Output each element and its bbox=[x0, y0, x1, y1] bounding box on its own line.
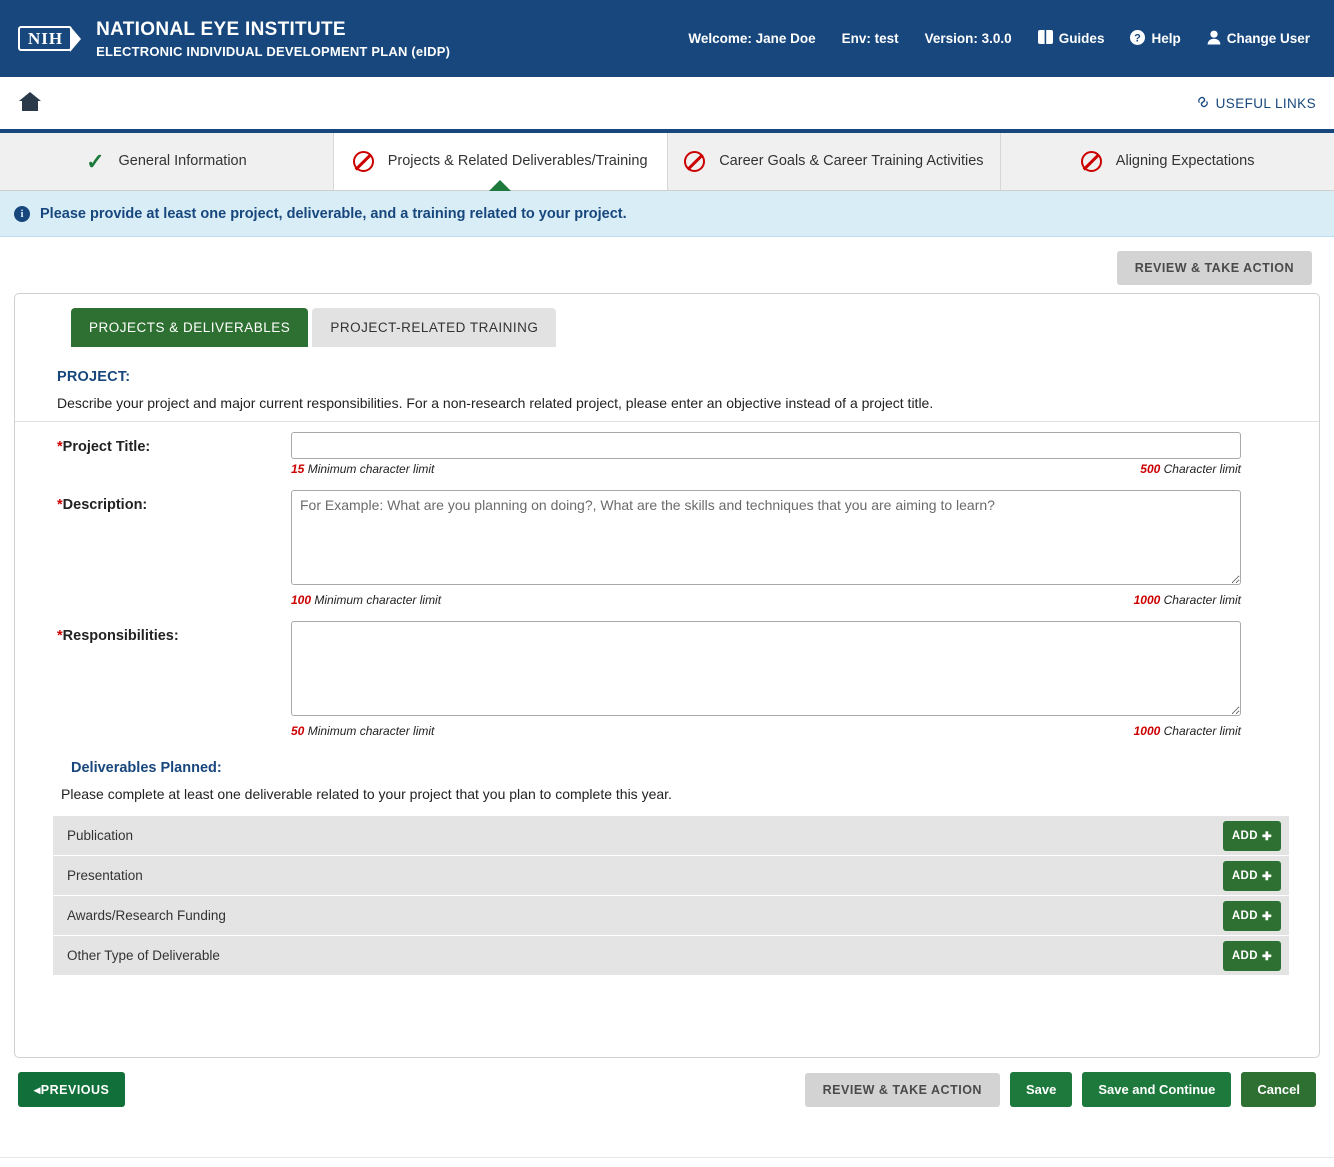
deliverable-row-presentation bbox=[53, 856, 1289, 896]
add-awards-button[interactable] bbox=[1223, 901, 1281, 931]
project-title-min-hint: 15 Minimum character limit bbox=[291, 462, 435, 476]
help-icon bbox=[1130, 30, 1145, 48]
responsibilities-label: *Responsibilities: bbox=[57, 628, 179, 644]
link-icon bbox=[1196, 95, 1210, 112]
responsibilities-max-hint: 1000 Character limit bbox=[1133, 724, 1241, 738]
add-label: ADD bbox=[1231, 869, 1258, 882]
responsibilities-min-hint: 50 Minimum character limit bbox=[291, 724, 435, 738]
plus-icon: ✚ bbox=[1261, 950, 1272, 963]
deliverable-row-awards-research-funding bbox=[53, 896, 1289, 936]
project-title-input[interactable] bbox=[291, 432, 1241, 459]
add-publication-button[interactable] bbox=[1223, 821, 1281, 851]
org-name: NATIONAL EYE INSTITUTE bbox=[96, 18, 346, 40]
add-label: ADD bbox=[1231, 949, 1258, 962]
info-icon: i bbox=[14, 206, 30, 222]
panel-tabs bbox=[15, 308, 1319, 347]
project-section-title: PROJECT: bbox=[57, 369, 131, 385]
deliverable-label: Awards/Research Funding bbox=[67, 908, 226, 923]
deliverables-list bbox=[15, 816, 1319, 976]
step-tabs bbox=[0, 133, 1334, 191]
useful-links[interactable] bbox=[1196, 95, 1316, 112]
version-text: Version: 3.0.0 bbox=[924, 31, 1012, 46]
step-label: Aligning Expectations bbox=[1115, 153, 1255, 170]
tab-project-related-training[interactable]: PROJECT-RELATED TRAINING bbox=[312, 308, 556, 347]
step-aligning-expectations[interactable] bbox=[1001, 133, 1334, 190]
welcome-text: Welcome: Jane Doe bbox=[688, 31, 816, 46]
nih-logo: NIH bbox=[18, 26, 72, 51]
step-label: Career Goals & Career Training Activities bbox=[719, 153, 984, 170]
help-link[interactable] bbox=[1130, 30, 1180, 48]
deliverable-row-publication bbox=[53, 816, 1289, 856]
description-textarea[interactable] bbox=[291, 490, 1241, 585]
deliverable-row-other bbox=[53, 936, 1289, 976]
project-form bbox=[15, 422, 1319, 750]
change-user-label: Change User bbox=[1226, 31, 1310, 46]
step-label: General Information bbox=[118, 153, 247, 170]
step-label: Projects & Related Deliverables/Training bbox=[387, 153, 648, 170]
add-other-deliverable-button[interactable] bbox=[1223, 941, 1281, 971]
deliverable-label: Publication bbox=[67, 828, 134, 843]
project-section-description: Describe your project and major current responsibilities. For a non-research related project, please enter an objective instead of a project title. bbox=[15, 385, 1319, 422]
plus-icon: ✚ bbox=[1261, 830, 1272, 843]
description-min-hint: 100 Minimum character limit bbox=[291, 593, 442, 607]
cancel-button[interactable]: Cancel bbox=[1241, 1072, 1316, 1107]
deliverable-label: Presentation bbox=[67, 868, 143, 883]
user-icon bbox=[1207, 30, 1221, 48]
footer-actions bbox=[0, 1058, 1334, 1107]
field-project-title bbox=[15, 432, 1319, 488]
info-banner bbox=[0, 191, 1334, 237]
svg-text:?: ? bbox=[1134, 31, 1142, 44]
project-title-label: *Project Title: bbox=[57, 439, 151, 455]
check-icon: ✓ bbox=[86, 148, 105, 174]
info-banner-text: Please provide at least one project, deliverable, and a training related to your project. bbox=[40, 205, 627, 222]
main-panel bbox=[14, 293, 1320, 1058]
review-take-action-button-top[interactable]: REVIEW & TAKE ACTION bbox=[1117, 251, 1312, 285]
brand bbox=[18, 19, 450, 59]
add-label: ADD bbox=[1231, 829, 1258, 842]
caret-left-icon: ◂ bbox=[34, 1083, 41, 1097]
deliverables-title: Deliverables Planned: bbox=[71, 760, 222, 776]
responsibilities-textarea[interactable] bbox=[291, 621, 1241, 716]
book-icon bbox=[1038, 30, 1053, 47]
step-general-information[interactable] bbox=[0, 133, 334, 190]
help-label: Help bbox=[1151, 31, 1181, 46]
bottom-strip bbox=[0, 1157, 1334, 1167]
project-title-max-hint: 500 Character limit bbox=[1140, 462, 1241, 476]
env-text: Env: test bbox=[841, 31, 899, 46]
tab-projects-deliverables[interactable]: PROJECTS & DELIVERABLES bbox=[71, 308, 308, 347]
plus-icon: ✚ bbox=[1261, 870, 1272, 883]
blocked-icon bbox=[353, 151, 374, 172]
deliverable-label: Other Type of Deliverable bbox=[67, 948, 220, 963]
save-button[interactable]: Save bbox=[1010, 1072, 1072, 1107]
guides-link[interactable] bbox=[1038, 30, 1105, 47]
app-header bbox=[0, 0, 1334, 77]
previous-button[interactable]: ◂PREVIOUS bbox=[18, 1072, 125, 1107]
review-row bbox=[0, 237, 1334, 293]
header-nav bbox=[688, 30, 1316, 48]
deliverables-description: Please complete at least one deliverable related to your project that you plan to complete this year. bbox=[61, 786, 672, 802]
home-icon[interactable] bbox=[18, 91, 42, 116]
step-projects-deliverables-training[interactable] bbox=[334, 133, 668, 190]
useful-links-label: USEFUL LINKS bbox=[1215, 95, 1316, 111]
add-presentation-button[interactable] bbox=[1223, 861, 1281, 891]
review-take-action-button-bottom[interactable]: REVIEW & TAKE ACTION bbox=[805, 1073, 1000, 1107]
step-career-goals-training[interactable] bbox=[668, 133, 1002, 190]
blocked-icon bbox=[1081, 151, 1102, 172]
field-description bbox=[15, 490, 1319, 619]
field-responsibilities bbox=[15, 621, 1319, 750]
guides-label: Guides bbox=[1058, 31, 1105, 46]
description-max-hint: 1000 Character limit bbox=[1133, 593, 1241, 607]
save-and-continue-button[interactable]: Save and Continue bbox=[1082, 1072, 1231, 1107]
blocked-icon bbox=[684, 151, 705, 172]
change-user-link[interactable] bbox=[1207, 30, 1310, 48]
secondary-bar bbox=[0, 77, 1334, 133]
description-label: *Description: bbox=[57, 497, 148, 513]
add-label: ADD bbox=[1231, 909, 1258, 922]
plus-icon: ✚ bbox=[1261, 910, 1272, 923]
app-name: ELECTRONIC INDIVIDUAL DEVELOPMENT PLAN (eIDP) bbox=[96, 43, 451, 59]
